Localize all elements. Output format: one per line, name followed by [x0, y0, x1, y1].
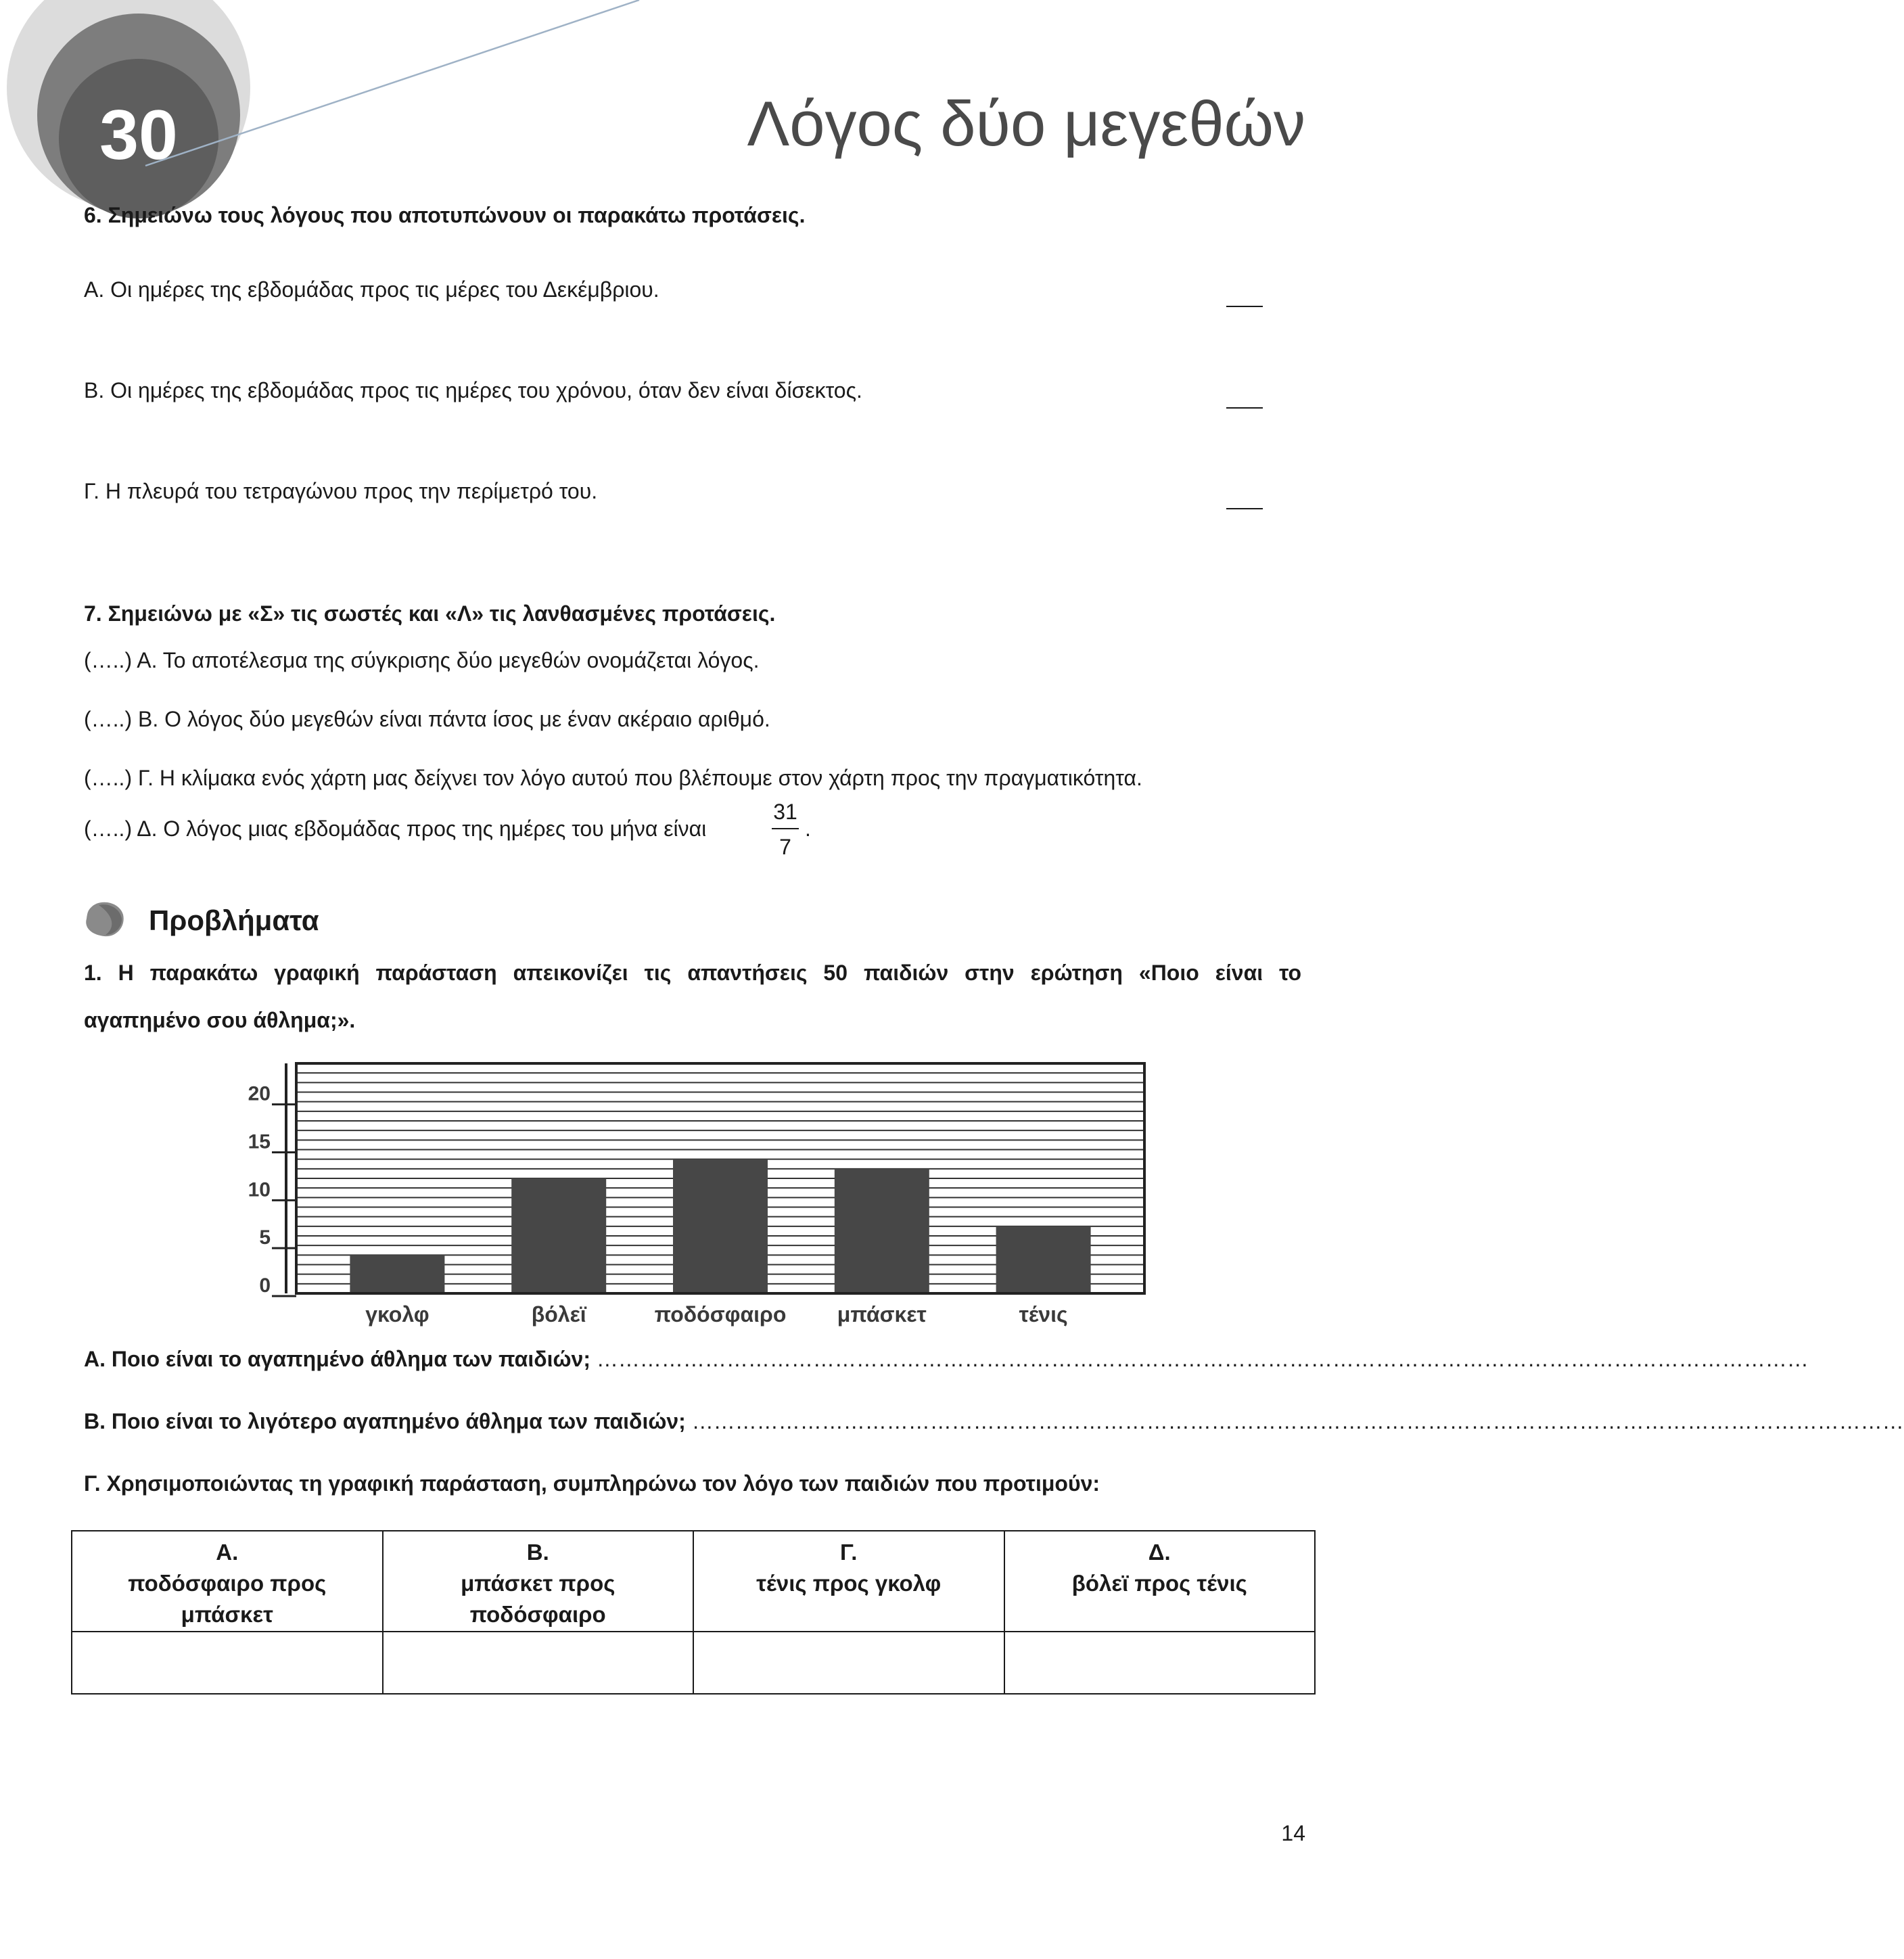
- problem1-text-line2: αγαπημένο σου άθλημα;».: [84, 1008, 356, 1032]
- x-tick-label: βόλεϊ: [531, 1302, 586, 1327]
- x-tick-label: τένις: [1019, 1302, 1068, 1327]
- header-line1: τένις προς γκολφ: [756, 1571, 942, 1596]
- header-letter: Β.: [526, 1540, 549, 1565]
- question-c: Γ. Χρησιμοποιώντας τη γραφική παράσταση, συμπληρώνω τον λόγο των παιδιών που προτιμούν:: [84, 1471, 1100, 1496]
- header-letter: Α.: [216, 1540, 239, 1565]
- table-header-row: [72, 1531, 1315, 1632]
- y-tick-label: 0: [259, 1274, 271, 1297]
- fraction-bar: [772, 828, 799, 829]
- answer-blank-a[interactable]: [1226, 306, 1263, 307]
- question-b: [84, 1408, 1904, 1435]
- answer-cell-d[interactable]: [1004, 1632, 1316, 1694]
- header-line2: μπάσκετ: [181, 1602, 273, 1627]
- answer-line-b[interactable]: ……………………………………………………………………………………………………………………………………………………: [691, 1409, 1904, 1433]
- x-tick-label: μπάσκετ: [837, 1302, 927, 1327]
- header-line1: βόλεϊ προς τένις: [1071, 1571, 1247, 1596]
- y-tick-label: 15: [248, 1130, 271, 1153]
- chapter-number: 30: [99, 96, 178, 175]
- header-line2: ποδόσφαιρο: [469, 1602, 606, 1627]
- ratio-table: [71, 1530, 1316, 1695]
- y-tick-label: 5: [259, 1226, 271, 1249]
- exercise7-item-b: (…..) Β. Ο λόγος δύο μεγεθών είναι πάντα ίσος με έναν ακέραιο αριθμό.: [84, 707, 770, 731]
- fraction-end: .: [805, 816, 811, 841]
- bar-2: [673, 1159, 768, 1293]
- answer-cell-b[interactable]: [383, 1632, 694, 1694]
- table-header-c: [693, 1531, 1004, 1632]
- answer-line-a[interactable]: ……………………………………………………………………………………………………………………………………………………: [596, 1347, 1809, 1371]
- table-header-a: [72, 1531, 383, 1632]
- answer-blank-b[interactable]: [1226, 407, 1263, 409]
- answer-cell-c[interactable]: [693, 1632, 1004, 1694]
- exercise6-heading: 6. Σημειώνω τους λόγους που αποτυπώνουν οι παρακάτω προτάσεις.: [84, 203, 806, 227]
- fraction-denominator: 7: [779, 835, 791, 859]
- page-title: Λόγος δύο μεγεθών: [747, 88, 1305, 159]
- question-a: [84, 1345, 1809, 1373]
- bar-chart: [230, 1055, 1163, 1339]
- exercise6-item-c: Γ. Η πλευρά του τετραγώνου προς την περίμετρό του.: [84, 479, 598, 503]
- bar-3: [835, 1169, 929, 1293]
- exercise7-item-c: (…..) Γ. Η κλίμακα ενός χάρτη μας δείχνει τον λόγο αυτού που βλέπουμε στον χάρτη προς την πραγματικότητα.: [84, 766, 1142, 790]
- header-letter: Δ.: [1148, 1540, 1171, 1565]
- problem1-text-line1: 1. Η παρακάτω γραφική παράσταση απεικονίζει τις απαντήσεις 50 παιδιών στην ερώτηση «Ποιο είναι το: [84, 961, 1301, 985]
- answer-blank-c[interactable]: [1226, 508, 1263, 509]
- exercise6-item-a: Α. Οι ημέρες της εβδομάδας προς τις μέρες του Δεκέμβριου.: [84, 277, 659, 302]
- exercise6-item-b: Β. Οι ημέρες της εβδομάδας προς τις ημέρες του χρόνου, όταν δεν είναι δίσεκτος.: [84, 378, 862, 402]
- question-a-text: Α. Ποιο είναι το αγαπημένο άθλημα των παιδιών;: [84, 1347, 590, 1371]
- bar-0: [350, 1255, 444, 1293]
- header-line1: μπάσκετ προς: [461, 1571, 616, 1596]
- exercise7-item-d: (…..) Δ. Ο λόγος μιας εβδομάδας προς της ημέρες του μήνα είναι: [84, 816, 707, 841]
- y-tick-label: 10: [248, 1178, 271, 1201]
- table-answer-row: [72, 1632, 1315, 1694]
- bar-4: [996, 1226, 1091, 1293]
- exercise7-heading: 7. Σημειώνω με «Σ» τις σωστές και «Λ» τις λανθασμένες προτάσεις.: [84, 601, 776, 626]
- header-line1: ποδόσφαιρο προς: [128, 1571, 327, 1596]
- section-bullet-icon: [84, 900, 126, 939]
- bar-1: [511, 1178, 606, 1293]
- x-tick-label: γκολφ: [365, 1302, 429, 1327]
- header-letter: Γ.: [840, 1540, 858, 1565]
- problems-title: Προβλήματα: [149, 904, 319, 936]
- fraction-numerator: 31: [773, 800, 797, 824]
- x-tick-label: ποδόσφαιρο: [654, 1302, 787, 1327]
- exercise7-item-a: (…..) Α. Το αποτέλεσμα της σύγκρισης δύο μεγεθών ονομάζεται λόγος.: [84, 648, 760, 672]
- page-number: 14: [1281, 1821, 1305, 1845]
- y-tick-label: 20: [248, 1082, 271, 1105]
- answer-cell-a[interactable]: [72, 1632, 383, 1694]
- table-header-d: [1004, 1531, 1316, 1632]
- question-b-text: Β. Ποιο είναι το λιγότερο αγαπημένο άθλημα των παιδιών;: [84, 1409, 686, 1433]
- table-header-b: [383, 1531, 694, 1632]
